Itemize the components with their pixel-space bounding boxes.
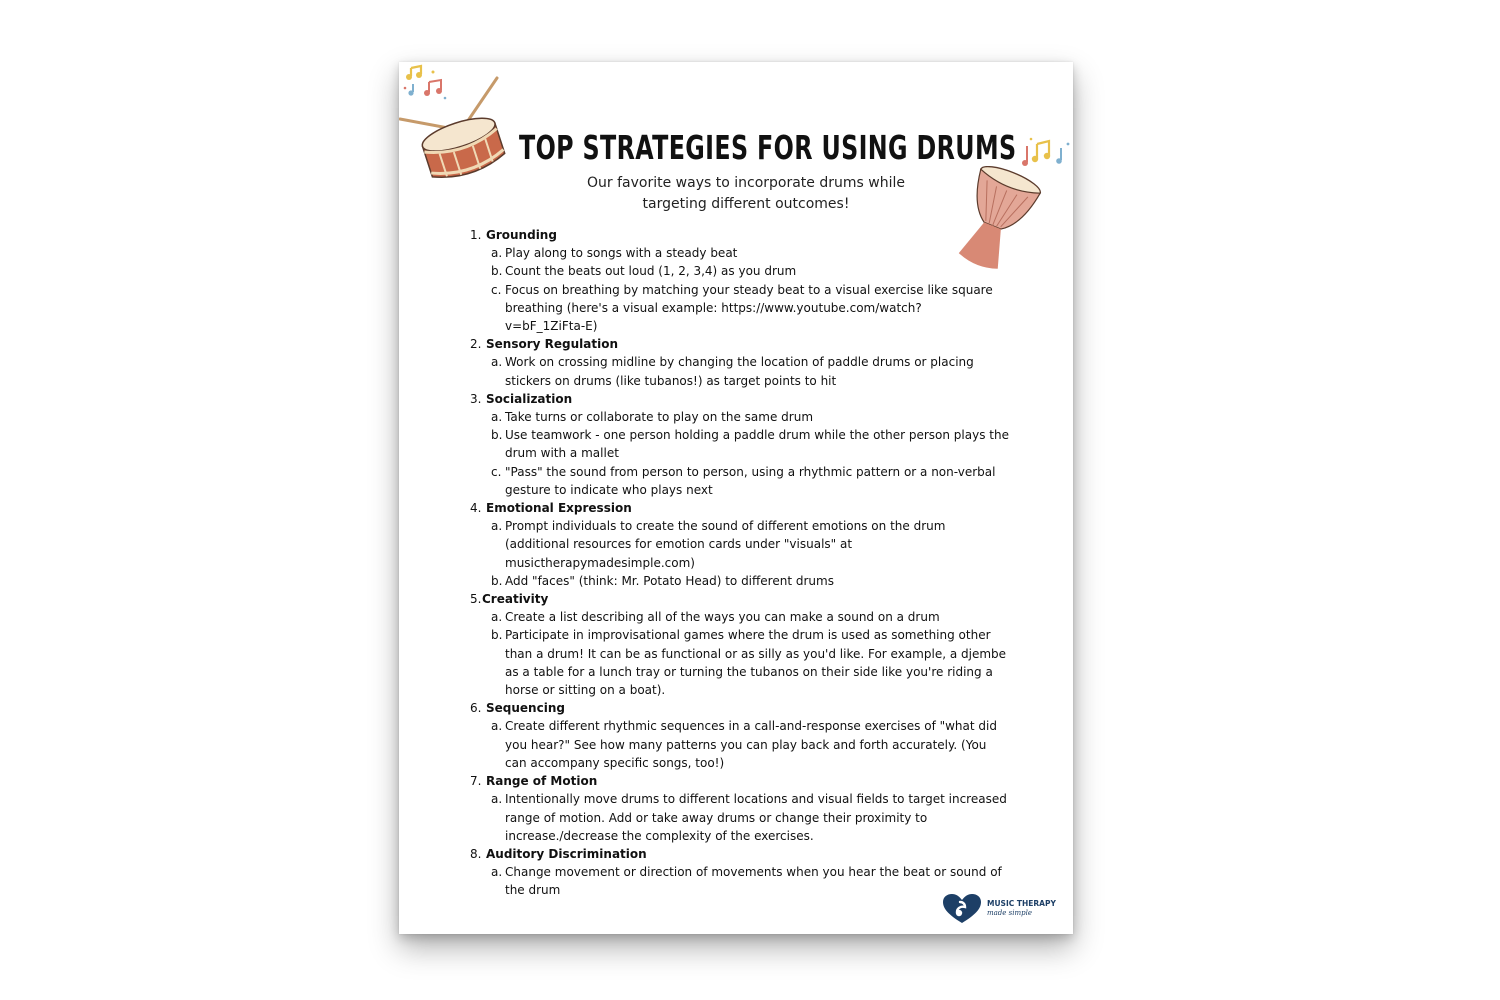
section-heading <box>470 499 1010 517</box>
section-heading <box>470 772 1010 790</box>
section-title: Socialization <box>486 391 573 406</box>
item-text: Focus on breathing by matching your steady beat to a visual exercise like square breathing (here's a visual example: https://www.youtube.com/watch? v=bF_1ZiFta-E) <box>505 282 993 334</box>
section-title: Emotional Expression <box>486 501 632 516</box>
subtitle-line: Our favorite ways to incorporate drums while <box>587 175 905 191</box>
item-letter: a. <box>491 792 503 807</box>
list-item <box>470 572 1010 590</box>
item-letter: c. <box>491 282 502 297</box>
subtitle-line: targeting different outcomes! <box>642 196 850 212</box>
section-heading <box>470 845 1010 863</box>
item-letter: a. <box>491 865 503 880</box>
list-item <box>470 608 1010 626</box>
item-letter: a. <box>491 355 503 370</box>
item-text: Play along to songs with a steady beat <box>505 246 738 261</box>
snare-drum-icon <box>399 62 519 192</box>
item-text: Use teamwork - one person holding a paddle drum while the other person plays the drum with a mallet <box>505 428 1009 461</box>
item-letter: b. <box>491 573 503 588</box>
section-number: 7. <box>470 774 482 789</box>
section-title: Auditory Discrimination <box>486 846 647 861</box>
section-title: Creativity <box>482 592 549 607</box>
item-text: Prompt individuals to create the sound of different emotions on the drum (additional resources for emotion cards under "visuals" at musictherapymadesimple.com) <box>505 519 946 570</box>
item-text: Create different rhythmic sequences in a call-and-response exercises of "what did you hear?" See how many patterns you can play back and forth accurately. (You can accompany specific songs, too!) <box>505 719 997 770</box>
page-title: TOP STRATEGIES FOR USING DRUMS <box>519 128 1017 167</box>
strategy-section <box>470 226 1010 335</box>
handout-page <box>399 62 1073 934</box>
brand-logo <box>943 894 1063 924</box>
music-notes-icon <box>404 66 447 99</box>
list-item <box>470 408 1010 426</box>
section-number: 4. <box>470 501 482 516</box>
section-heading <box>470 226 1010 244</box>
item-letter: a. <box>491 519 503 534</box>
list-item <box>470 244 1010 262</box>
page-subtitle <box>549 173 943 215</box>
list-item <box>470 426 1010 462</box>
item-text: Intentionally move drums to different locations and visual fields to target increased range of motion. Add or take away drums or change their proximity to increase./decrease the complexity of the exercises. <box>505 792 1007 843</box>
item-letter: b. <box>491 428 503 443</box>
section-heading <box>470 590 1010 608</box>
list-item <box>470 463 1010 499</box>
item-letter: a. <box>491 610 503 625</box>
list-item <box>470 517 1010 572</box>
list-item <box>470 262 1010 280</box>
list-item <box>470 717 1010 772</box>
strategy-section <box>470 590 1010 699</box>
section-title: Sequencing <box>486 701 565 716</box>
music-therapy-logo-icon <box>943 894 981 924</box>
section-heading <box>470 335 1010 353</box>
item-letter: a. <box>491 719 503 734</box>
item-text: Create a list describing all of the ways you can make a sound on a drum <box>505 610 940 625</box>
strategy-section <box>470 772 1010 845</box>
item-letter: c. <box>491 464 502 479</box>
section-title: Sensory Regulation <box>486 337 618 352</box>
item-text: Change movement or direction of movements when you hear the beat or sound of the drum <box>505 865 1002 898</box>
item-text: Work on crossing midline by changing the location of paddle drums or placing stickers on drums (like tubanos!) as target points to hit <box>505 355 974 388</box>
item-letter: a. <box>491 246 503 261</box>
section-number: 6. <box>470 701 482 716</box>
section-heading <box>470 699 1010 717</box>
item-letter: a. <box>491 410 503 425</box>
strategy-section <box>470 499 1010 590</box>
strategy-list <box>470 226 1010 900</box>
section-title: Grounding <box>486 228 557 242</box>
section-heading <box>470 390 1010 408</box>
list-item <box>470 353 1010 389</box>
brand-name: MUSIC THERAPY <box>987 899 1056 908</box>
strategy-section <box>470 390 1010 499</box>
section-number: 8. <box>470 846 482 861</box>
section-title: Range of Motion <box>486 774 598 789</box>
item-text: Add "faces" (think: Mr. Potato Head) to different drums <box>505 573 834 588</box>
list-item <box>470 281 1010 336</box>
section-number: 1. <box>470 228 482 242</box>
item-text: Participate in improvisational games where the drum is used as something other than a drum! It can be as functional or as silly as you'd like. For example, a djembe as a table for a lunch tray or turning the tubanos on their side like you're riding a horse or sitting on a boat). <box>505 628 1007 698</box>
item-text: Count the beats out loud (1, 2, 3,4) as you drum <box>505 264 797 279</box>
item-text: Take turns or collaborate to play on the same drum <box>505 410 814 425</box>
list-item <box>470 626 1010 699</box>
strategy-section <box>470 845 1010 900</box>
section-number: 3. <box>470 391 482 406</box>
list-item <box>470 790 1010 845</box>
item-letter: b. <box>491 628 503 643</box>
strategy-section <box>470 699 1010 772</box>
brand-tagline: made simple <box>987 909 1032 917</box>
strategy-section <box>470 335 1010 390</box>
list-item <box>470 863 1010 899</box>
item-letter: b. <box>491 264 503 279</box>
section-number: 5. <box>470 592 482 607</box>
item-text: "Pass" the sound from person to person, using a rhythmic pattern or a non-verbal gesture to indicate who plays next <box>505 464 996 497</box>
section-number: 2. <box>470 337 482 352</box>
